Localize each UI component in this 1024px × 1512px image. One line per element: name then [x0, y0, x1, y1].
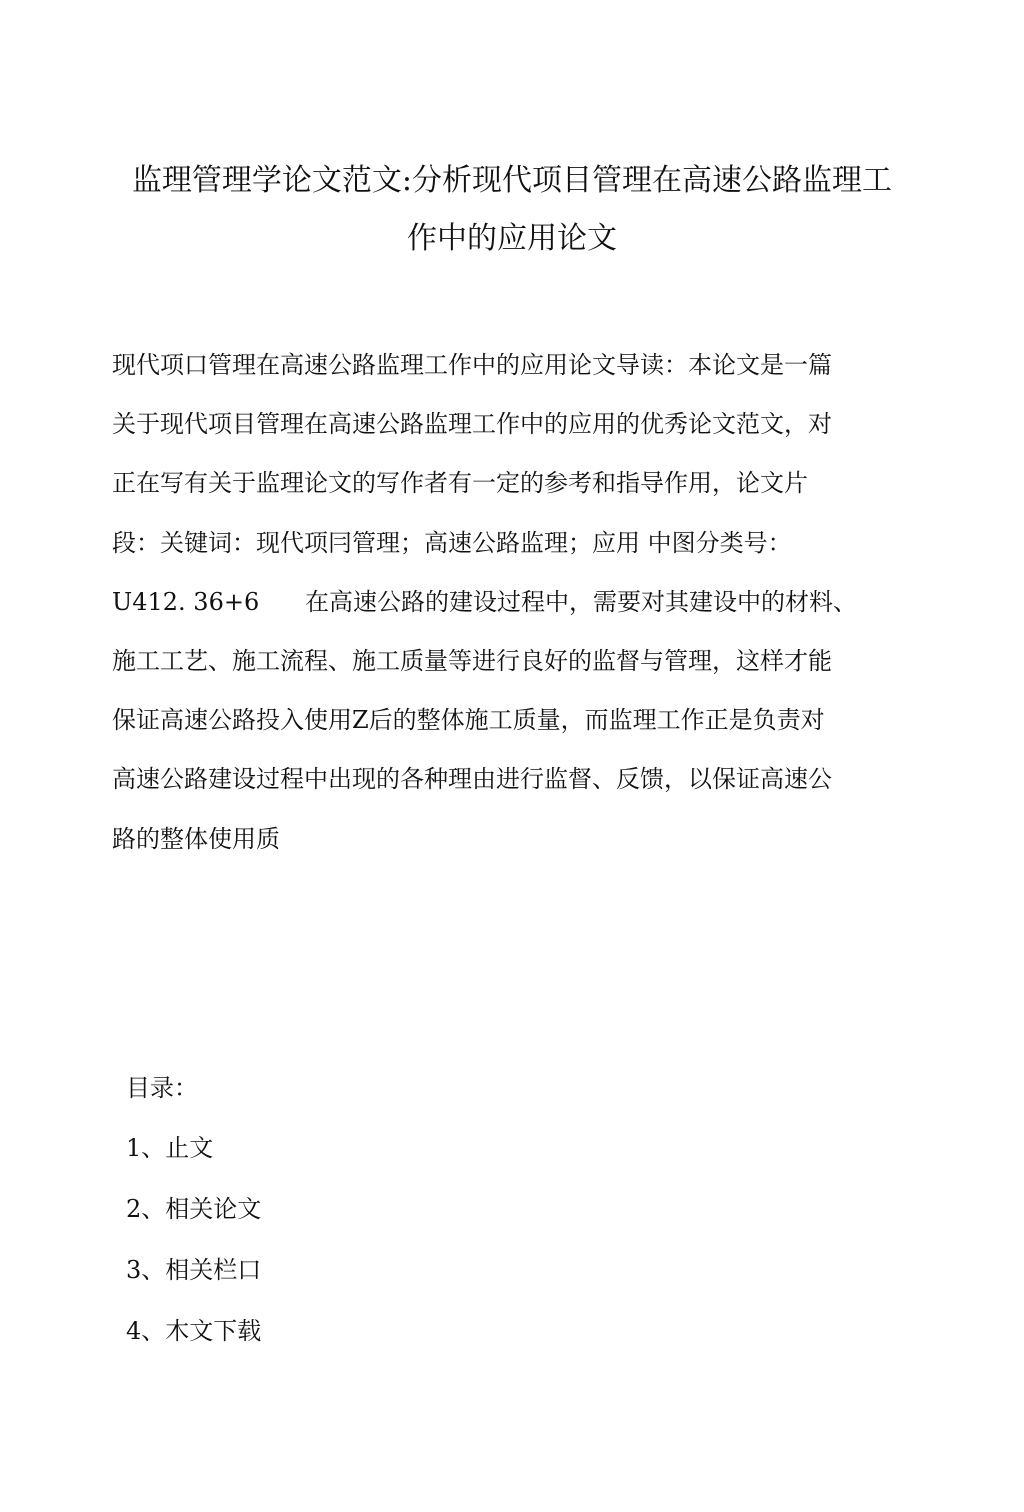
- body-line: 现代项口管理在高速公路监理工作中的应用论文导读：本论文是一篇: [112, 351, 832, 379]
- body-line: U412. 36+6 在高速公路的建设过程中，需要对其建设中的材料、: [112, 587, 857, 616]
- body-line: 保证高速公路投入使用Z后的整体施工质量，而监理工作正是负责对: [112, 706, 825, 735]
- body-line: 施工工艺、施工流程、施工质量等进行良好的监督与管理，这样才能: [112, 647, 832, 676]
- toc-item-related-papers[interactable]: 2、相关论文: [126, 1195, 262, 1223]
- title-line: 作中的应用论文: [407, 221, 617, 256]
- table-of-contents: [126, 1058, 526, 1362]
- body-paragraph: [112, 336, 912, 869]
- toc-item-related-columns[interactable]: 3、相关栏口: [126, 1256, 262, 1284]
- body-line: 高速公路建设过程中出现的各种理由进行监督、反馈，以保证高速公: [112, 765, 832, 794]
- body-line: 关于现代项目管理在高速公路监理工作中的应用的优秀论文范文，对: [112, 410, 832, 439]
- toc-title: 目录：: [126, 1074, 198, 1102]
- body-line: 段：关键词：现代项冃管理；高速公路监理；应用 中图分类号：: [112, 528, 792, 557]
- body-line: 正在写有关于监理论文的写作者有一定的参考和指导作用，论文片: [112, 469, 808, 498]
- document-title: [96, 152, 928, 268]
- body-line: 路的整体使用质: [112, 824, 280, 853]
- toc-item-download[interactable]: 4、木文下载: [126, 1317, 262, 1345]
- toc-item-main-text[interactable]: 1、止文: [126, 1134, 214, 1162]
- title-line: 监理管理学论文范文:分析现代项目管理在高速公路监理工: [131, 163, 893, 198]
